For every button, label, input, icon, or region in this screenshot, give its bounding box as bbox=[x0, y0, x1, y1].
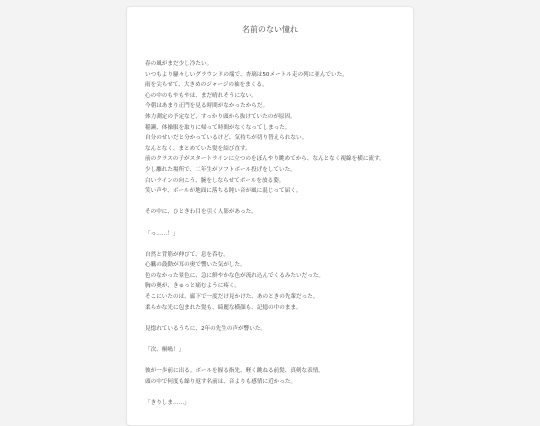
text-line: 心の中のもやもやは、まだ晴れそうにない。 bbox=[145, 92, 257, 99]
text-line: 今朝はあまり正門を見る時間がなかったからだ。 bbox=[145, 103, 269, 110]
text-line: 白いラインの向こう、腕をしならせてボールを放る姿。 bbox=[145, 177, 285, 184]
text-line: そこにいたのは、廊下で一度だけ見かけた、あのときの先輩だった。 bbox=[145, 294, 319, 301]
text-line: 雨を尖らせて、大きめのジャージの袖をまくる。 bbox=[145, 82, 268, 89]
text-line: 心臓の鼓動が耳の奥で響いた気がした。 bbox=[145, 262, 246, 269]
text-line: 少し離れた場所で、二年生がソフトボール投げをしていた。 bbox=[145, 166, 296, 173]
text-line: 春の風がまだ少し冷たい。 bbox=[145, 61, 213, 67]
paragraph-gap bbox=[145, 313, 405, 324]
paragraph-gap bbox=[145, 356, 405, 367]
text-line: なんとなく、まとめていた髪を結び直す。 bbox=[145, 145, 251, 152]
text-line: 彼が一歩前に出る。ボールを握る指先、軽く跳ねる前髪、真剣な表情。 bbox=[145, 368, 324, 375]
text-line: 柔らかな光に包まれた髪も、綺麗な横顔も、記憶の中のまま。 bbox=[145, 304, 302, 311]
paragraph-gap bbox=[145, 218, 405, 229]
text-line: 「っ……！」 bbox=[145, 230, 179, 237]
text-line: その中に、ひときわ目を引く人影があった。 bbox=[145, 209, 257, 216]
text-line: いつもより騒々しいグラウンドの端で、杏璃は50メートル走の列に並んでいた。 bbox=[145, 71, 348, 78]
document-title: 名前のない憧れ bbox=[242, 25, 298, 34]
document-card bbox=[126, 6, 414, 426]
text-line: 「次、桐嶋！」 bbox=[145, 347, 185, 354]
paragraph-gap bbox=[145, 387, 405, 398]
text-line: 自然と背筋が伸びて、息を呑む。 bbox=[145, 251, 229, 258]
text-line: 笑い声や、ボールが地面に落ちる鈍い音が風に混じって届く。 bbox=[145, 188, 302, 195]
text-line: 自分のせいだと分かっているけど、気持ちが切り替えられない。 bbox=[145, 135, 308, 142]
text-line: 見惚れているうちに、2年の先生の声が響いた。 bbox=[145, 325, 267, 332]
text-line: 体力測定の予定など、すっかり頭から抜けていたのが原因。 bbox=[145, 113, 296, 120]
text-line: 稲瀬、体操服を取りに帰って時間がなくなってしまった。 bbox=[145, 124, 291, 131]
paragraph-gap bbox=[145, 334, 405, 345]
text-line: 胸の奥が、きゅっと痛むように疼く。 bbox=[145, 283, 240, 290]
text-line: 色のなかった景色に、急に鮮やかな色が流れ込んでくるみたいだった。 bbox=[145, 272, 325, 279]
text-line: 頭の中で何度も繰り返す名前は、音よりも感情に近かった。 bbox=[145, 378, 297, 385]
text-line: 「きりしま……」 bbox=[145, 400, 190, 406]
paragraph-gap bbox=[145, 239, 405, 250]
text-line: 前のクラスの子がスタートラインに立つのをぼんやり眺めてから、なんとなく視線を横に流す。 bbox=[145, 156, 385, 163]
document-body bbox=[145, 59, 405, 409]
paragraph-gap bbox=[145, 197, 405, 208]
